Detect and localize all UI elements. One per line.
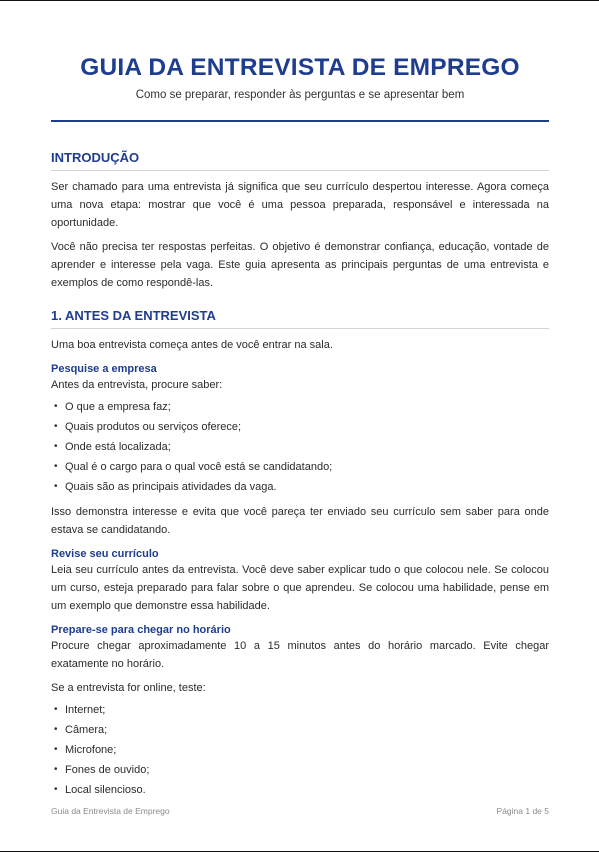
document-title: GUIA DA ENTREVISTA DE EMPREGO bbox=[80, 54, 520, 81]
document-subtitle: Como se preparar, responder às perguntas e se apresentar bem bbox=[135, 89, 465, 101]
list-item: • Internet; bbox=[51, 700, 549, 720]
list-item: • Onde está localizada; bbox=[51, 437, 549, 457]
intro-paragraph: Você não precisa ter respostas perfeitas. O objetivo é demonstrar confiança, educação, vontade de aprender e interesse pela vaga. Este guia apresenta as principais perguntas de uma entrevista e exemplos de como respondê-las. bbox=[51, 241, 549, 289]
intro-paragraph: Ser chamado para uma entrevista já significa que seu currículo despertou interesse. Agora começa uma nova etapa: mostrar que você é uma pessoa preparada, responsável e interessada na oportunidade. bbox=[51, 181, 549, 229]
list-item: • Fones de ouvido; bbox=[51, 760, 549, 780]
list-item: • Câmera; bbox=[51, 720, 549, 740]
subheading-research-company: Pesquise a empresa bbox=[51, 363, 157, 375]
arrive-paragraph: Procure chegar aproximadamente 10 a 15 minutos antes do horário marcado. Evite chegar exatamente no horário. bbox=[51, 640, 549, 670]
subheading-arrive-on-time: Prepare-se para chegar no horário bbox=[51, 624, 231, 636]
list-item: • Quais são as principais atividades da vaga. bbox=[51, 477, 549, 497]
list-item: • Local silencioso. bbox=[51, 780, 549, 800]
page-footer bbox=[51, 806, 549, 816]
list-item: • Qual é o cargo para o qual você está se candidatando; bbox=[51, 457, 549, 477]
online-checklist bbox=[51, 700, 549, 800]
page-content bbox=[51, 1, 549, 800]
section-intro-paragraph: Uma boa entrevista começa antes de você entrar na sala. bbox=[51, 339, 333, 351]
research-lead: Antes da entrevista, procure saber: bbox=[51, 379, 223, 391]
list-item: • Quais produtos ou serviços oferece; bbox=[51, 417, 549, 437]
research-after-paragraph: Isso demonstra interesse e evita que você pareça ter enviado seu currículo sem saber para onde estava se candidatando. bbox=[51, 506, 549, 536]
subheading-review-resume: Revise seu currículo bbox=[51, 548, 159, 560]
section-heading-before-interview: 1. ANTES DA ENTREVISTA bbox=[51, 308, 549, 329]
online-lead: Se a entrevista for online, teste: bbox=[51, 682, 206, 694]
section-heading-intro: INTRODUÇÃO bbox=[51, 150, 549, 171]
footer-page-number: Página 1 de 5 bbox=[496, 806, 549, 816]
title-divider bbox=[51, 120, 549, 122]
review-paragraph: Leia seu currículo antes da entrevista. Você deve saber explicar tudo o que colocou nele. Se colocou um curso, esteja preparado para falar sobre o que aprendeu. Se colocou uma habilidade, pense em um exemplo que demonstre essa habilidade. bbox=[51, 564, 549, 612]
footer-document-title: Guia da Entrevista de Emprego bbox=[51, 806, 170, 816]
list-item: • Microfone; bbox=[51, 740, 549, 760]
research-list bbox=[51, 397, 549, 497]
list-item: • O que a empresa faz; bbox=[51, 397, 549, 417]
